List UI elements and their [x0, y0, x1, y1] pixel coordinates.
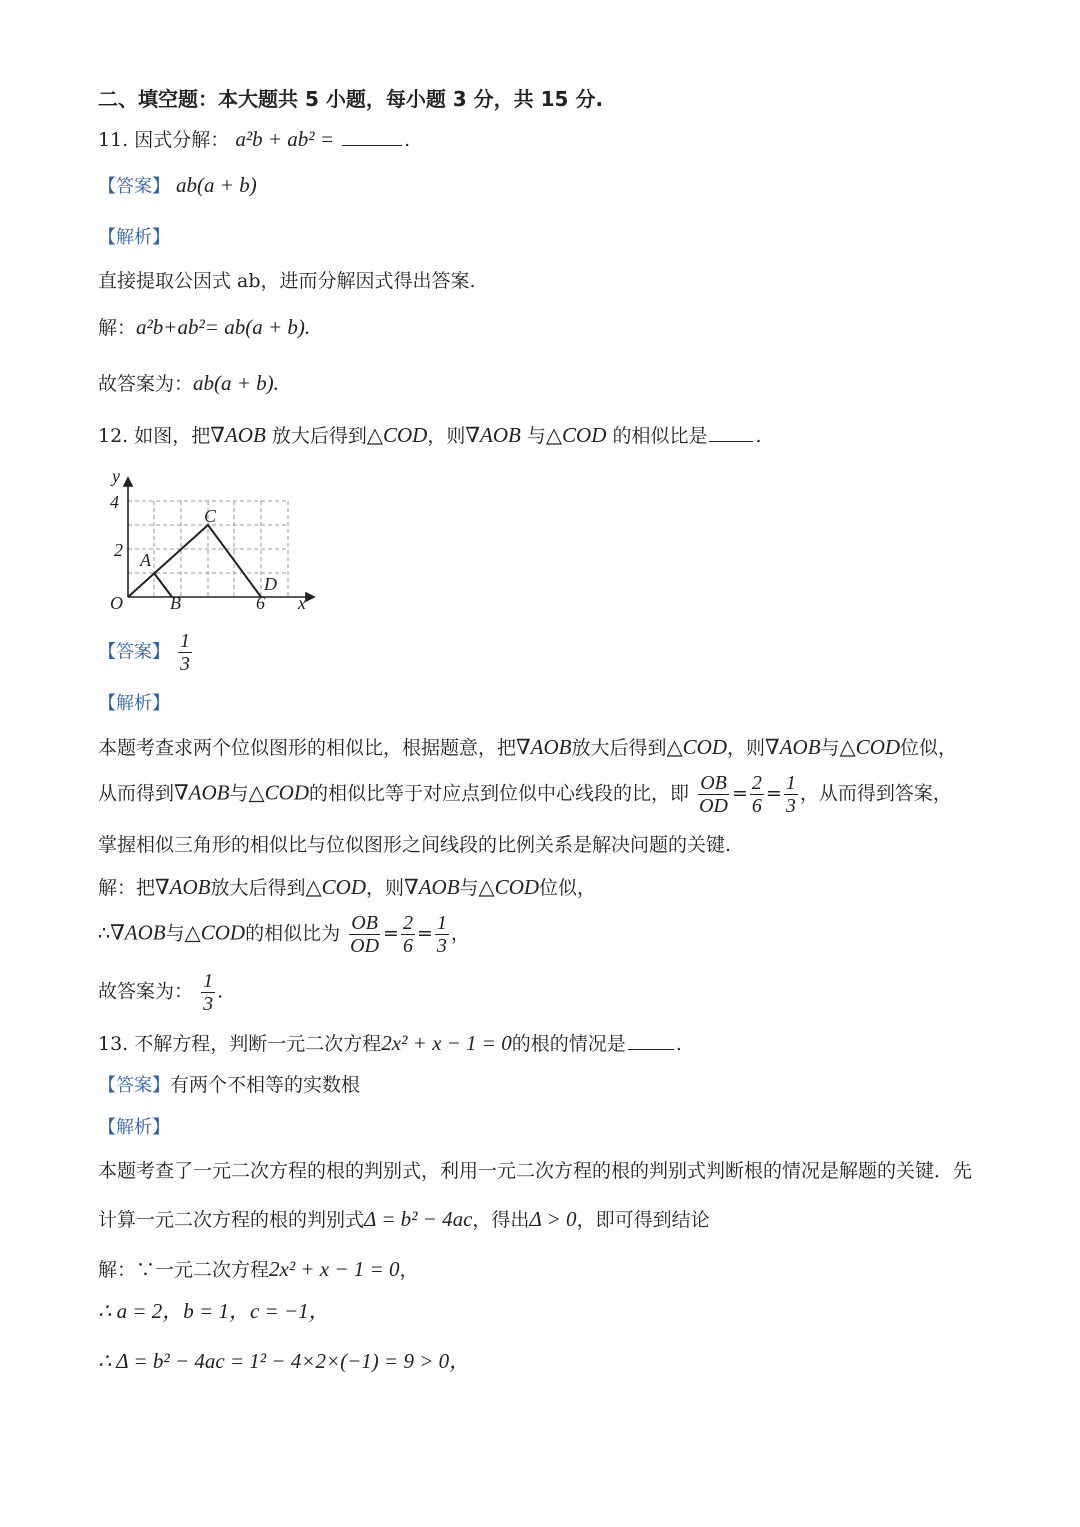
point-b-label: B — [170, 593, 181, 613]
q11-solution — [98, 314, 310, 341]
q12-analysis-line2: 从而得到∇AOB与△COD的相似比等于对应点到位似中心线段的比，即 $\frac{OB}{OD}$ = $\frac{2}{6}$ = $\frac{1}{3}$ ，从而得到答案， — [98, 772, 952, 817]
fraction-2-6: $\frac{2}{6}$ — [751, 772, 762, 817]
q12-answer — [98, 630, 194, 675]
q13-solution-line2: ∴ a = 2，b = 1，c = −1， — [98, 1299, 330, 1323]
q12-question: 12. 如图，把∇AOB 放大后得到△COD，则∇AOB 与△COD 的相似比是 . — [98, 423, 762, 447]
q13-answer: 【答案】有两个不相等的实数根 — [98, 1074, 361, 1096]
q12-analysis-line1: 本题考查求两个位似图形的相似比，根据题意，把∇AOB放大后得到△COD，则∇AOB与△COD位似， — [98, 735, 958, 759]
answer-blank — [342, 145, 402, 146]
q13-analysis-line1: 本题考查了一元二次方程的根的判别式，利用一元二次方程的根的判别式判断根的情况是解题的关键．先 — [98, 1160, 973, 1182]
q11-answer-value: ab(a + b) — [176, 173, 257, 197]
analysis-tag: 【解析】 — [98, 693, 170, 714]
section-header: 二、填空题：本大题共 5 小题，每小题 3 分，共 15 分. — [98, 87, 604, 111]
point-a-label: A — [140, 550, 151, 570]
y-tick-4: 4 — [110, 492, 119, 512]
point-d-label: D — [264, 574, 277, 594]
answer-tag: 【答案】 — [98, 641, 170, 663]
q11-analysis: 直接提取公因式 ab，进而分解因式得出答案. — [98, 270, 476, 292]
q12-number: 12. — [98, 425, 129, 447]
q12-text-d: 与 — [526, 425, 546, 447]
y-axis-label: y — [112, 466, 120, 486]
tri-cod: △COD — [366, 423, 428, 447]
q11-answer — [98, 172, 257, 200]
q12-figure — [100, 466, 320, 616]
q12-analysis-tag — [98, 690, 170, 717]
answer-fraction: $\frac{1}{3}$ — [180, 630, 191, 675]
y-tick-2: 2 — [114, 540, 123, 560]
final-prefix: 故答案为： — [98, 373, 194, 395]
answer-blank — [709, 441, 753, 442]
y-arrow-icon — [124, 478, 132, 486]
q11-formula: a²b + ab² = — [235, 127, 335, 151]
fraction-ob-od: $\frac{OB}{OD}$ — [699, 772, 728, 817]
q12-solution-line1: 解：把∇AOB放大后得到△COD，则∇AOB与△COD位似， — [98, 875, 597, 899]
analysis-tag: 【解析】 — [98, 227, 170, 248]
q11-text: 因式分解： — [134, 129, 230, 151]
q11-final — [98, 370, 279, 397]
q13-analysis-line2: 计算一元二次方程的根的判别式Δ = b² − 4ac，得出Δ > 0，即可得到结论 — [98, 1207, 710, 1231]
q12-analysis-line3: 掌握相似三角形的相似比与位似图形之间线段的比例关系是解决问题的关键. — [98, 834, 732, 856]
q11-number: 11. — [98, 129, 129, 151]
fraction-1-3: $\frac{1}{3}$ — [785, 772, 796, 817]
q13-analysis-tag: 【解析】 — [98, 1117, 170, 1138]
origin-label: O — [110, 593, 123, 613]
q12-final: 故答案为： $\frac{1}{3}$ . — [98, 970, 224, 1015]
tri-aob: ∇AOB — [210, 423, 266, 447]
answer-tag: 【答案】 — [98, 176, 170, 197]
q13-question: 13. 不解方程，判断一元二次方程2x² + x − 1 = 0的根的情况是 . — [98, 1031, 682, 1055]
q12-solution-line2: ∴∇AOB与△COD的相似比为 $\frac{OB}{OD}$ = $\frac{2}{6}$ = $\frac{1}{3}$ ， — [98, 912, 470, 957]
q11-solution-formula: a²b+ab²= ab(a + b). — [136, 315, 311, 339]
x-axis-label: x — [298, 593, 306, 613]
tri-cod: △COD — [545, 423, 607, 447]
q13-solution-line3: ∴ Δ = b² − 4ac = 1² − 4×2×(−1) = 9 > 0， — [98, 1349, 471, 1373]
q12-text-e: 的相似比是 — [612, 425, 708, 447]
q11-final-value: ab(a + b). — [193, 371, 279, 395]
tri-aob: ∇AOB — [465, 423, 521, 447]
q12-text-b: 放大后得到 — [271, 425, 367, 447]
answer-blank — [628, 1049, 674, 1050]
point-c-label: C — [204, 506, 217, 526]
x-arrow-icon — [306, 593, 314, 601]
q13-solution-line1: 解：∵一元二次方程2x² + x − 1 = 0， — [98, 1257, 419, 1281]
q12-text-a: 如图，把 — [134, 425, 211, 447]
q11-analysis-tag — [98, 224, 170, 251]
q11-question: 11. 因式分解： a²b + ab² = . — [98, 127, 411, 151]
x-tick-6: 6 — [256, 593, 265, 613]
solution-prefix: 解： — [98, 317, 137, 339]
q12-text-c: ，则 — [427, 425, 466, 447]
